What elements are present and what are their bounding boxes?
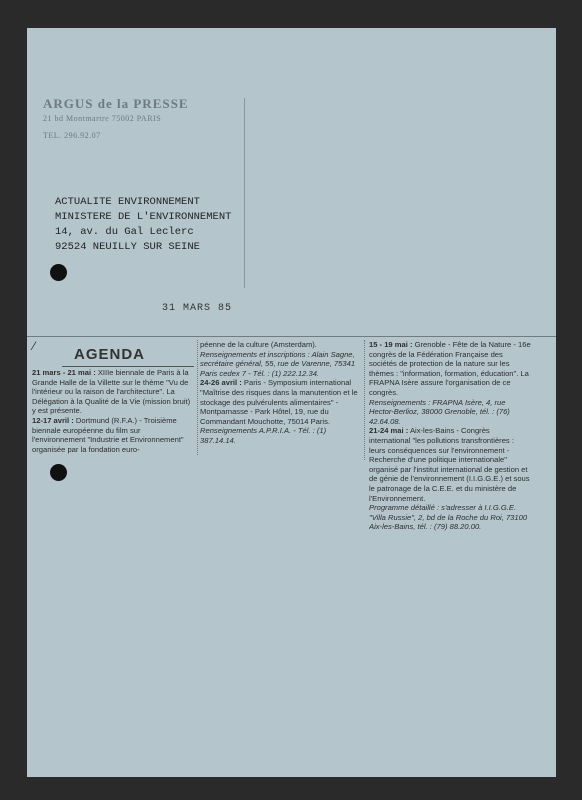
agenda-text: péenne de la culture (Amsterdam). [200, 340, 317, 349]
agenda-column-1 [32, 368, 195, 454]
stamp-divider [244, 98, 245, 288]
agenda-info: Programme détaillé : s'adresser à I.I.G.G.E. "Villa Russie", 2, bd de la Roche du Roi, 73100 Aix-les-Bains, tél. : (79) 88.20.00. [369, 503, 528, 532]
agenda-entry: 21 mars - 21 mai : XIIIe biennale de Paris à la Grande Halle de la Villette sur le thème "Vu de l'intérieur ou la raison de l'architecture". La Délégation à la Qualité de la Vie (mission bruit) y est présente. [32, 368, 191, 416]
clipping-top-edge [27, 336, 556, 337]
address-line: 14, av. du Gal Leclerc [55, 226, 194, 238]
press-agency-stamp [43, 96, 243, 140]
agenda-heading: AGENDA [74, 346, 146, 363]
agenda-entry: 21-24 mai : Aix-les-Bains - Congrès international "les pollutions transfrontières : leurs conséquences sur l'environnement - Recherche d'une politique internationale" organisé par l'institut international de gestion et de génie de l'environnement (I.I.G.G.E.) et sous le patronage de la C.E.E. et du ministère de l'Environnement. [369, 426, 530, 503]
address-line: ACTUALITE ENVIRONNEMENT [55, 196, 200, 208]
punch-hole [50, 464, 67, 481]
stamp-address: 21 bd Montmartre 75002 PARIS [43, 114, 162, 123]
agenda-column-2 [200, 340, 363, 457]
agenda-entry: 24-26 avril : Paris - Symposium international "Maîtrise des risques dans la manutention et le stockage des pulvérulents alimentaires" - Montparnasse - Park Hôtel, 19, rue du Commandant Mouchotte, 75014 Paris. [200, 378, 358, 426]
date-stamp: 31 MARS 85 [162, 303, 233, 314]
agenda-column-3 [369, 340, 532, 545]
stamp-phone: TEL. 296.92.07 [43, 131, 101, 140]
stamp-name: ARGUS de la PRESSE [43, 96, 189, 111]
pen-mark: ⁄ [33, 339, 36, 353]
agenda-info: Renseignements et inscriptions : Alain Sagne, secrétaire général, 55, rue de Varenne, 75341 Paris cedex 7 - Tél. : (1) 222.12.34. [200, 349, 356, 378]
recipient-address [55, 195, 231, 255]
agenda-info: Renseignements A.P.R.I.A. - Tél. : (1) 387.14.14. [200, 426, 327, 445]
agenda-entry: 15 - 19 mai : Grenoble - Fête de la Nature - 16e congrès de la Fédération Française des sociétés de protection de la nature sur les thèmes : "information, formation, éducation". La FRAPNA Isère assure l'organisation de ce congrès. [369, 340, 531, 397]
agenda-info: Renseignements : FRAPNA Isère, 4, rue Hector-Berlioz, 38000 Grenoble, tél. : (76) 42.64.08. [369, 397, 510, 426]
address-line: 92524 NEUILLY SUR SEINE [55, 241, 200, 253]
column-divider [197, 340, 198, 455]
column-divider [364, 340, 365, 460]
address-line: MINISTERE DE L'ENVIRONNEMENT [55, 211, 232, 223]
agenda-entry: 12-17 avril : Dortmund (R.F.A.) - Troisième biennale européenne du film sur l'environnement "Industrie et Environnement" organisée par la fondation euro- [32, 415, 184, 454]
punch-hole [50, 264, 67, 281]
heading-rule [62, 366, 194, 367]
